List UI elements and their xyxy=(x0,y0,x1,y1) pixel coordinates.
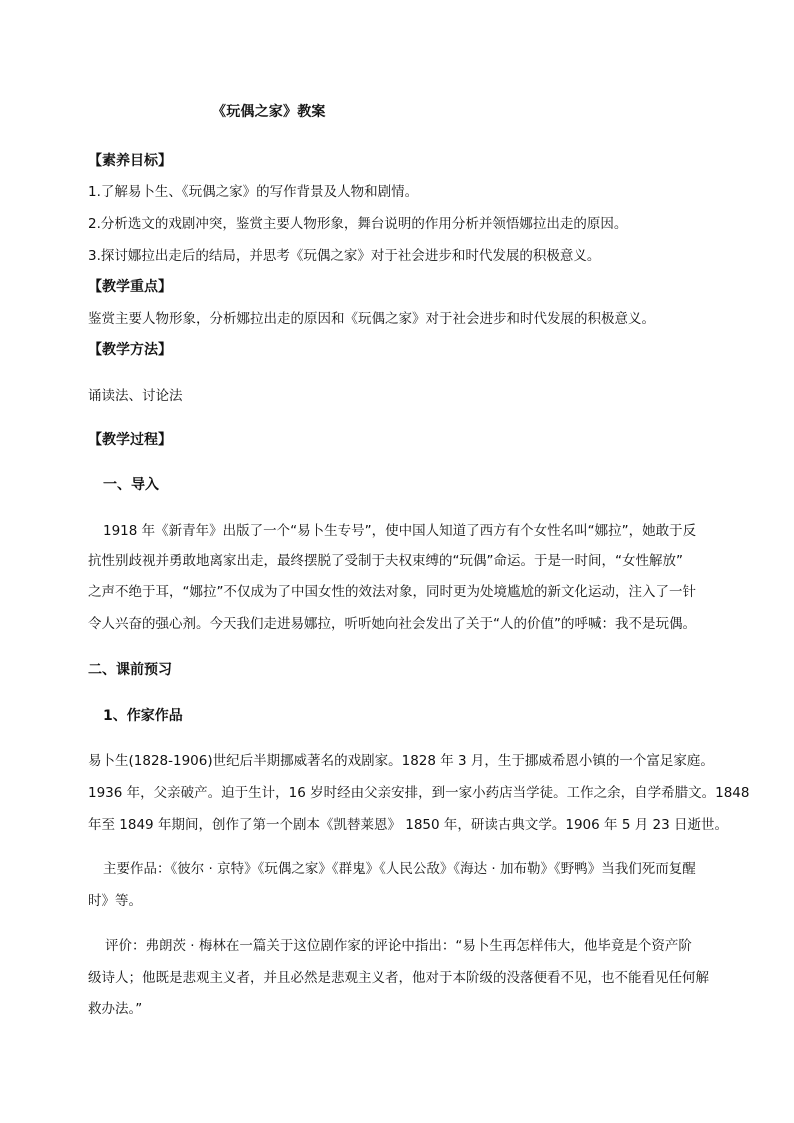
intro-line: 之声不绝于耳，“娜拉”不仅成为了中国女性的效法对象，同时更为处境尴尬的新文化运动，注入了一针 xyxy=(88,584,696,600)
preview-heading: 二、课前预习 xyxy=(88,662,172,678)
works-line: 主要作品：《彼尔 · 京特》《玩偶之家》《群鬼》《人民公敌》《海达 · 加布勒》《野鸭》当我们死而复醒 xyxy=(103,861,696,877)
goal-item: 2.分析选文的戏剧冲突，鉴赏主要人物形象，舞台说明的作用分析并领悟娜拉出走的原因。 xyxy=(88,216,628,232)
method-text: 诵读法、讨论法 xyxy=(88,388,183,404)
bio-line: 1936 年，父亲破产。迫于生计，16 岁时经由父亲安排，到一家小药店当学徒。工作之余，自学希腊文。1848 xyxy=(88,785,750,801)
review-line: 救办法。” xyxy=(88,1001,143,1017)
review-line: 评价：弗朗茨 · 梅林在一篇关于这位剧作家的评论中指出：“易卜生再怎样伟大，他毕竟是个资产阶 xyxy=(105,938,692,954)
author-heading: 1、作家作品 xyxy=(103,708,183,724)
intro-heading: 一、导入 xyxy=(103,477,159,493)
goal-item: 1.了解易卜生、《玩偶之家》的写作背景及人物和剧情。 xyxy=(88,184,419,200)
method-heading: 【教学方法】 xyxy=(88,342,172,358)
goals-heading: 【素养目标】 xyxy=(88,153,172,169)
intro-line: 1918 年《新青年》出版了一个“易卜生专号”，使中国人知道了西方有个女性名叫“娜拉”，她敢于反 xyxy=(103,523,697,539)
bio-line: 年至 1849 年期间，创作了第一个剧本《凯替莱恩》 1850 年，研读古典文学。1906 年 5 月 23 日逝世。 xyxy=(88,817,728,833)
bio-line: 易卜生(1828-1906)世纪后半期挪威著名的戏剧家。1828 年 3 月，生于挪威希恩小镇的一个富足家庭。 xyxy=(88,753,714,769)
intro-line: 抗性别歧视并勇敢地离家出走，最终摆脱了受制于夫权束缚的“玩偶”命运。于是一时间，“女性解放” xyxy=(88,553,683,569)
intro-line: 令人兴奋的强心剂。今天我们走进易娜拉，听听她向社会发出了关于“人的价值”的呼喊：我不是玩偶。 xyxy=(88,616,696,632)
goal-item: 3.探讨娜拉出走后的结局，并思考《玩偶之家》对于社会进步和时代发展的积极意义。 xyxy=(88,248,601,264)
document-title: 《玩偶之家》教案 xyxy=(212,104,326,120)
review-line: 级诗人；他既是悲观主义者，并且必然是悲观主义者，他对于本阶级的没落便看不见，也不能看见任何解 xyxy=(88,970,709,986)
focus-text: 鉴赏主要人物形象，分析娜拉出走的原因和《玩偶之家》对于社会进步和时代发展的积极意义。 xyxy=(88,311,655,327)
works-line: 时》等。 xyxy=(88,893,142,909)
focus-heading: 【教学重点】 xyxy=(88,279,172,295)
process-heading: 【教学过程】 xyxy=(88,432,172,448)
